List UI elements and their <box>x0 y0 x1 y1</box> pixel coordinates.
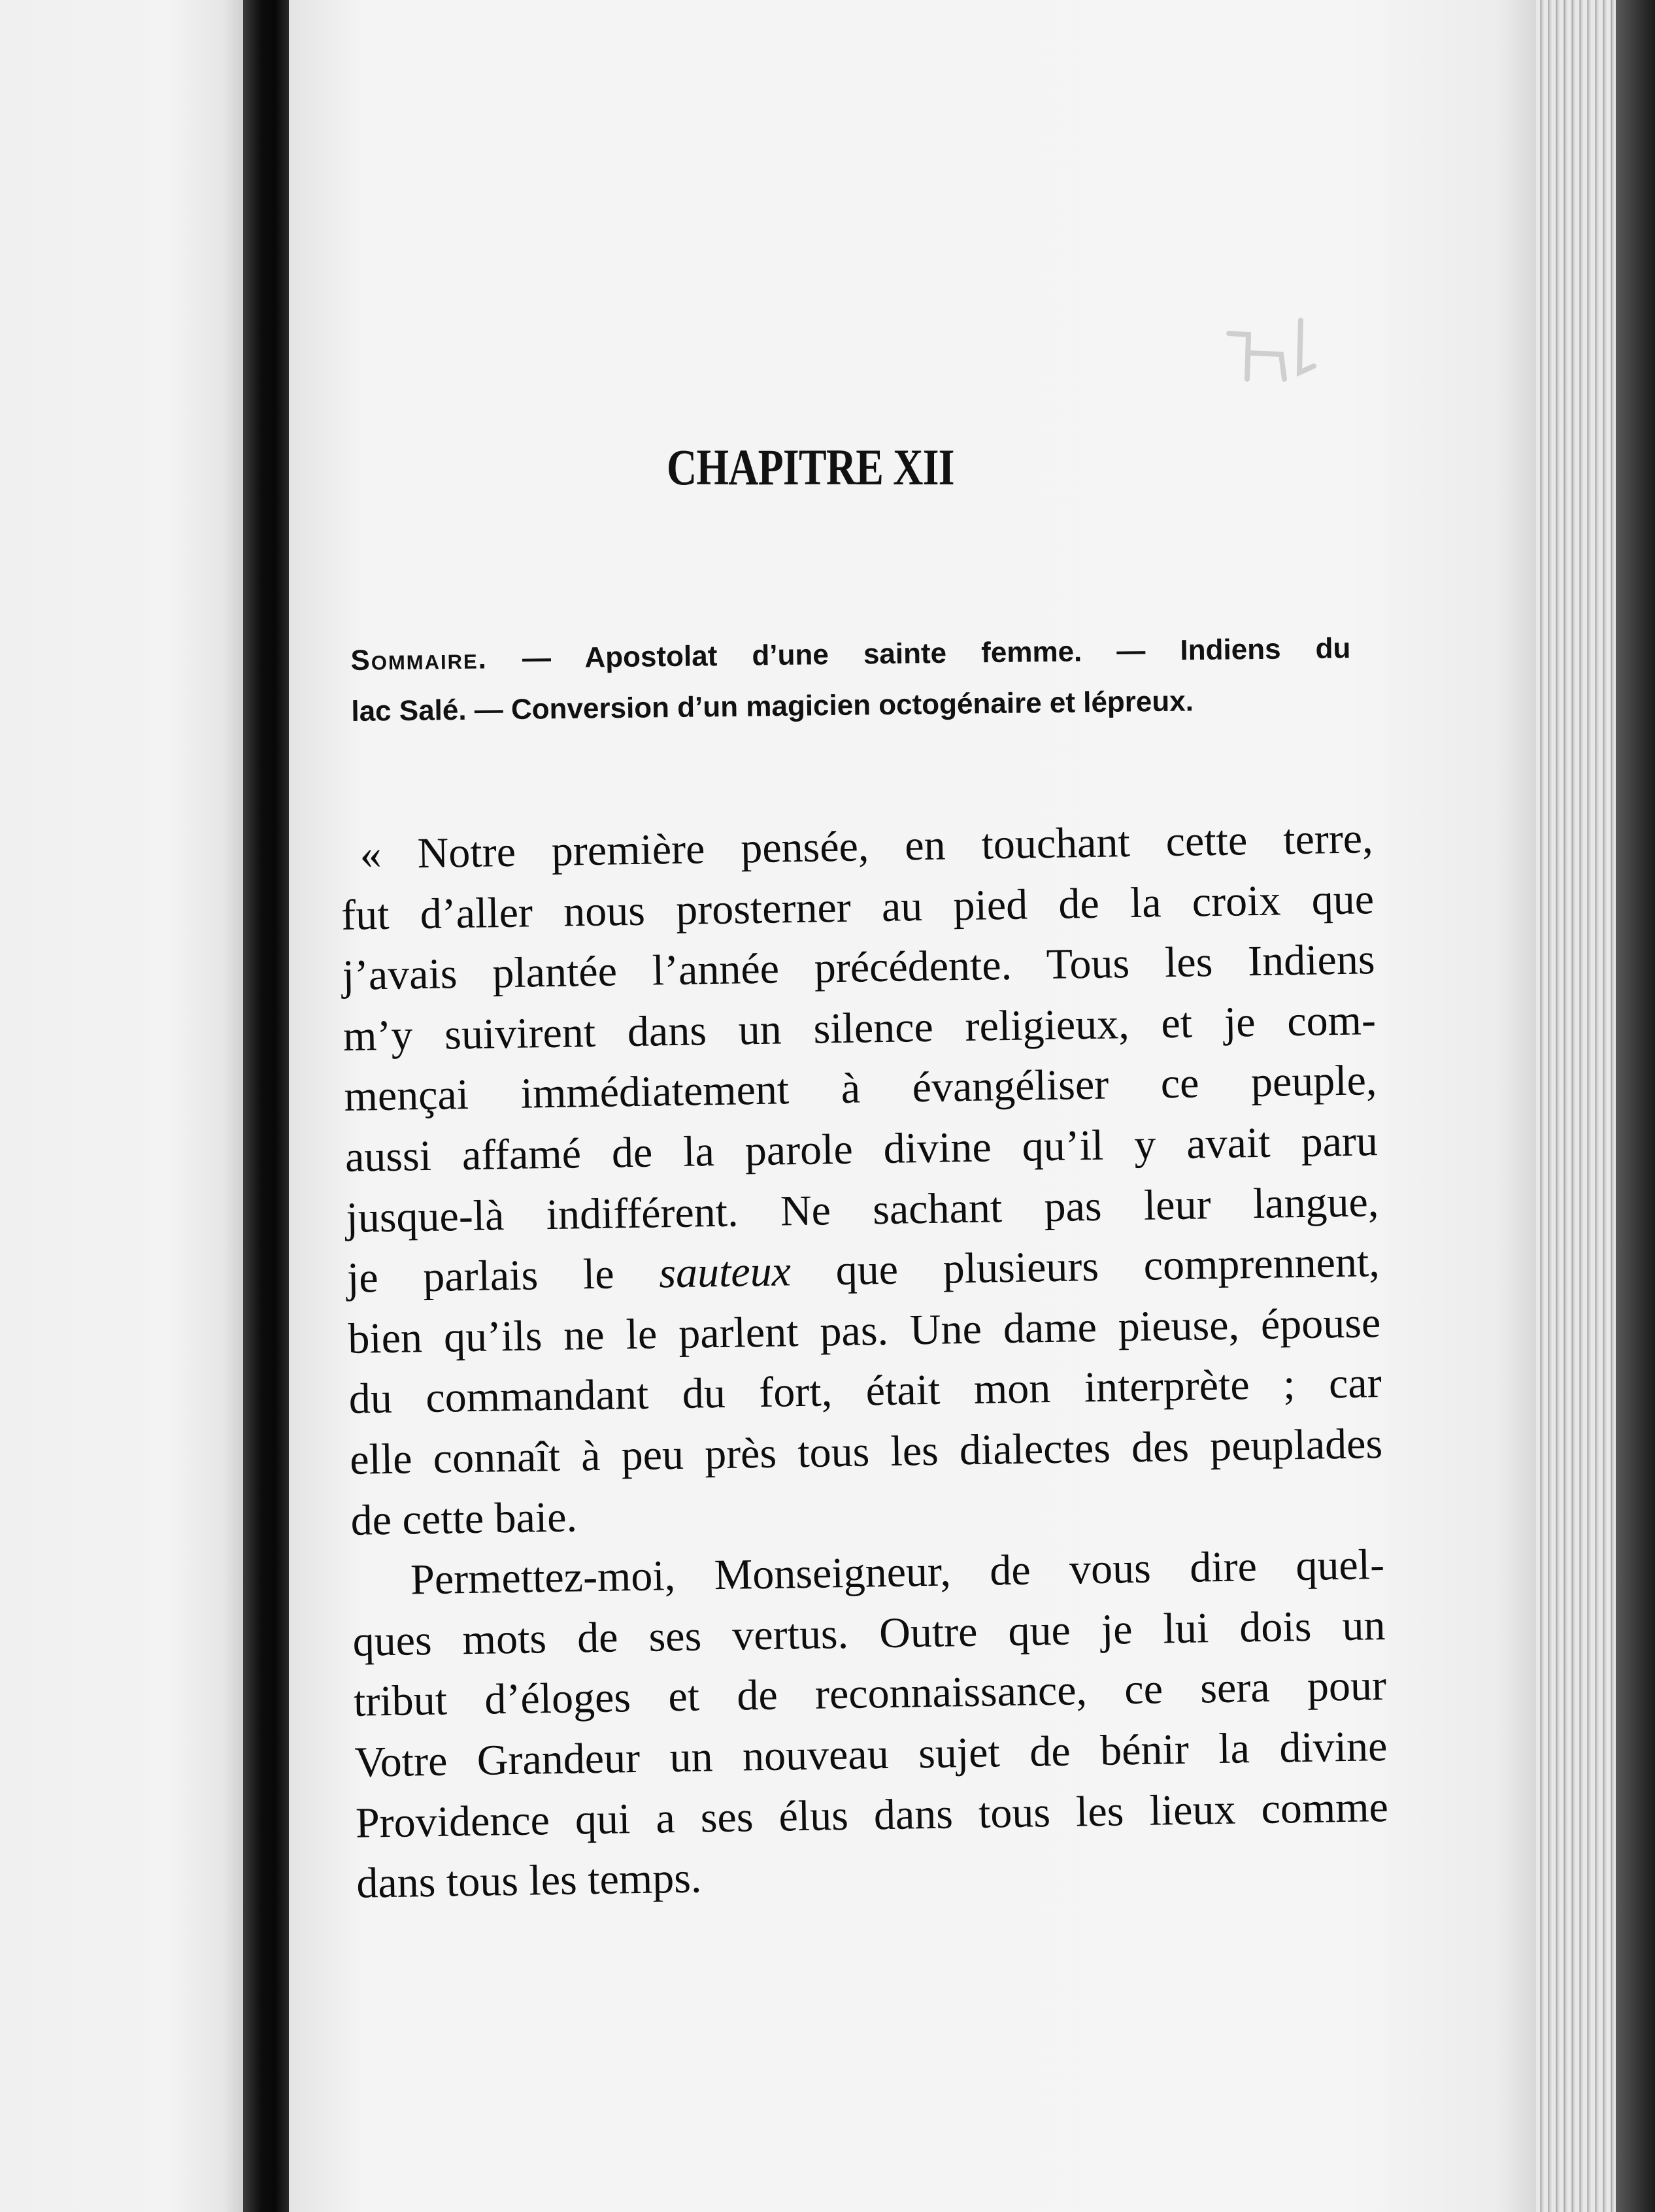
chapter-title: CHAPITRE XII <box>667 439 954 495</box>
paragraph1-line: mençai immédiatement à évangéliser ce peuple, <box>343 1056 1377 1121</box>
line-text: que plusieurs comprennent, <box>790 1238 1380 1296</box>
summary-line-1-text: — Apostolat d’une sainte femme. — Indiens du <box>487 632 1351 675</box>
summary-label: Sommaire. <box>350 643 488 677</box>
paragraph2-line: tribut d’éloges et de reconnaissance, ce sera pour <box>353 1662 1387 1726</box>
paragraph2-line: Providence qui a ses élus dans tous les lieux comme <box>355 1783 1389 1847</box>
paragraph1-line: jusque-là indifférent. Ne sachant pas leur langue, <box>345 1177 1379 1242</box>
chapter-summary <box>350 623 1384 737</box>
paragraph1-line: « Notre première pensée, en touchant cette terre, <box>359 814 1374 879</box>
summary-line-2: lac Salé. — Conversion d’un magicien octogénaire et lépreux. <box>351 685 1194 728</box>
paragraph2-line: ques mots de ses vertus. Outre que je lui dois un <box>352 1601 1386 1666</box>
line-text: je parlais le <box>346 1249 660 1303</box>
book-gutter <box>243 0 289 2212</box>
paragraph1-line: j’avais plantée l’année précédente. Tous les Indiens <box>342 935 1376 1000</box>
paragraph1-line: bien qu’ils ne le parlent pas. Une dame pieuse, épouse <box>347 1298 1381 1363</box>
paragraph1-line: du commandant du fort, était mon interprète ; car <box>348 1359 1382 1424</box>
paragraph1-last-line: de cette baie. <box>350 1492 578 1545</box>
paragraph1-line: m’y suivirent dans un silence religieux, et je com- <box>343 996 1377 1060</box>
handwritten-mark <box>1222 307 1327 392</box>
paragraph1-line: fut d’aller nous prosterner au pied de la croix que <box>341 875 1375 939</box>
paragraph1-line: elle connaît à peu près tous les dialectes des peuplades <box>349 1420 1383 1484</box>
paragraph2-line: Permettez-moi, Monseigneur, de vous dire quel- <box>410 1541 1385 1604</box>
page-edges <box>1536 0 1655 2212</box>
paragraph1-line: aussi affamé de la parole divine qu’il y avait paru <box>344 1117 1379 1181</box>
body-text <box>340 809 1390 1914</box>
italic-word: sauteux <box>658 1247 792 1298</box>
left-page-blank <box>0 0 243 2212</box>
paragraph2-last-line: dans tous les temps. <box>356 1854 702 1907</box>
paragraph2-line: Votre Grandeur un nouveau sujet de bénir la divine <box>354 1722 1388 1786</box>
